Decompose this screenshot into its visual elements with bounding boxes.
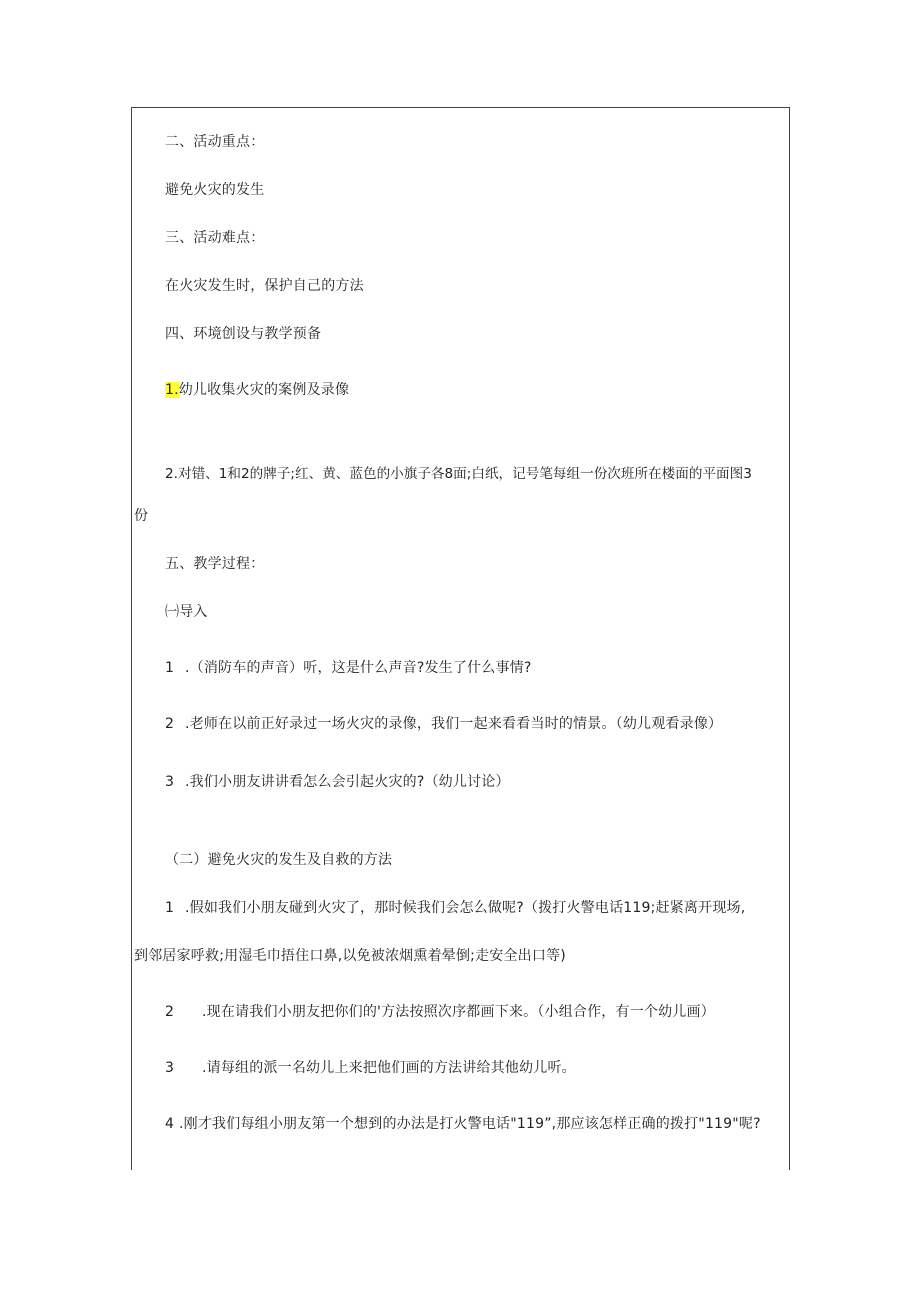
prep-item-2-line-1: 2.对错、1和2的牌子;红、黄、蓝色的小旗子各8面;白纸，记号笔每组一份次班所在楼面的平面图3 — [165, 466, 752, 482]
intro-item-2-text: .老师在以前正好录过一场火灾的录像，我们一起来看看当时的情景。（幼儿观看录像） — [185, 716, 723, 732]
selfrescue-item-2-number: 2 — [165, 1004, 175, 1020]
prep-item-2-line-2: 份 — [134, 508, 149, 524]
selfrescue-heading: （二）避免火灾的发生及自救的方法 — [165, 852, 393, 868]
prep-heading: 四、环境创设与教学预备 — [165, 326, 322, 342]
selfrescue-item-4 — [165, 1115, 761, 1133]
selfrescue-item-1 — [165, 899, 745, 917]
intro-heading: ㈠导入 — [165, 604, 208, 620]
selfrescue-item-4-text: .刚才我们每组小朋友第一个想到的办法是打火警电话"119”,那应该怎样正确的拨打"119"呢? — [179, 1116, 761, 1132]
selfrescue-item-3 — [165, 1059, 576, 1077]
intro-item-1-number: 1 — [165, 660, 175, 676]
intro-item-1 — [165, 659, 532, 677]
prep-item-1-text: 幼儿收集火灾的案例及录像 — [178, 382, 350, 398]
intro-item-3-text: .我们小朋友讲讲看怎么会引起火灾的?（幼儿讨论） — [185, 774, 510, 790]
selfrescue-item-3-number: 3 — [165, 1060, 175, 1076]
difficulty-text: 在火灾发生时，保护自己的方法 — [165, 278, 364, 294]
process-heading: 五、教学过程： — [165, 556, 265, 572]
prep-item-1 — [165, 381, 349, 399]
table-border-top — [131, 107, 790, 108]
selfrescue-item-4-number: 4 — [165, 1116, 175, 1132]
selfrescue-item-1-number: 1 — [165, 900, 175, 916]
selfrescue-item-2-text: .现在请我们小朋友把你们的'方法按照次序都画下来。（小组合作，有一个幼儿画） — [202, 1004, 715, 1020]
selfrescue-item-2 — [165, 1003, 715, 1021]
focus-text: 避免火灾的发生 — [165, 182, 265, 198]
difficulty-heading: 三、活动难点： — [165, 230, 265, 246]
intro-item-1-text: .（消防车的声音）听，这是什么声音?发生了什么事情? — [185, 660, 532, 676]
intro-item-3 — [165, 773, 510, 791]
selfrescue-item-1-continued — [134, 947, 566, 965]
intro-item-2 — [165, 715, 722, 733]
selfrescue-item-1-text: .假如我们小朋友碰到火灾了，那时候我们会怎么做呢?（拨打火警电话119;赶紧离开现场, — [185, 900, 746, 916]
focus-heading: 二、活动重点： — [165, 134, 265, 150]
table-border-right — [789, 107, 790, 1170]
intro-item-2-number: 2 — [165, 716, 175, 732]
table-border-left — [131, 107, 132, 1170]
selfrescue-item-1-continued-text: 到邻居家呼救;用湿毛巾捂住口鼻,以免被浓烟熏着晕倒;走安全出口等) — [134, 948, 566, 964]
selfrescue-item-3-text: .请每组的派一名幼儿上来把他们画的方法讲给其他幼儿听。 — [202, 1060, 576, 1076]
intro-item-3-number: 3 — [165, 774, 175, 790]
highlight-mark: 1. — [165, 382, 179, 398]
